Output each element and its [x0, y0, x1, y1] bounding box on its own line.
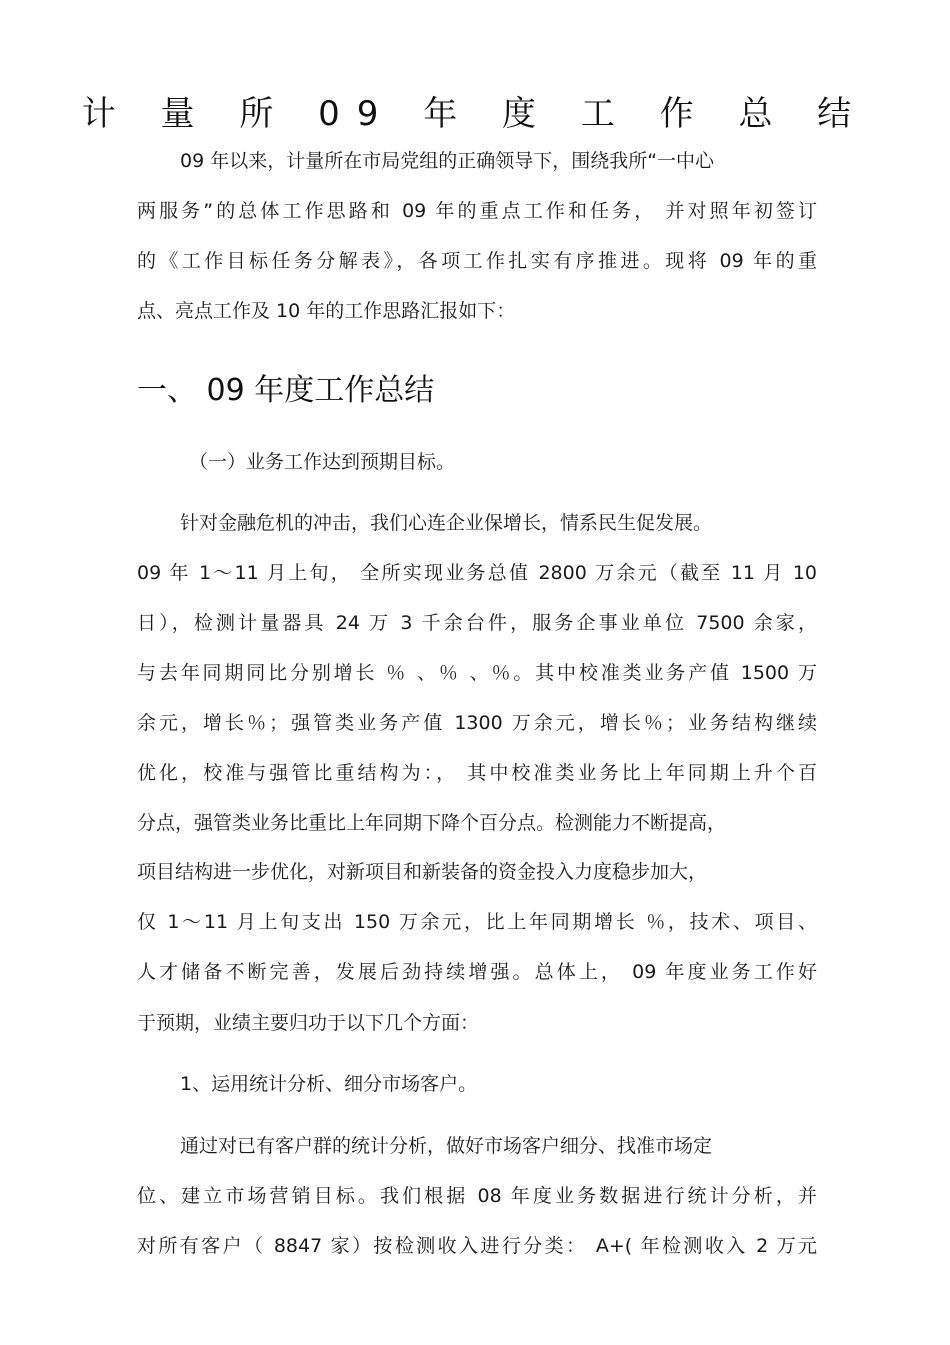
intro-line: 两服务”的总体工作思路和 09 年的重点工作和任务， 并对照年初签订	[137, 200, 817, 222]
intro-line: 的《工作目标任务分解表》，各项工作扎实有序推进。现将 09 年的重	[137, 250, 817, 272]
document-title: 计 量 所 09 年 度 工 作 总 结	[81, 94, 869, 134]
section-heading: 一、 09 年度工作总结	[137, 373, 435, 408]
item-heading: 1、运用统计分析、细分市场客户。	[180, 1073, 478, 1095]
paragraph-line: 日），检测计量器具 24 万 3 千余台件，服务企事业单位 7500 余家，	[137, 612, 817, 634]
intro-line: 09 年以来，计量所在市局党组的正确领导下，围绕我所“一中心	[180, 150, 715, 172]
paragraph-line: 余元，增长％；强管类业务产值 1300 万余元，增长％；业务结构继续	[137, 712, 817, 734]
paragraph-line: 通过对已有客户群的统计分析，做好市场客户细分、找准市场定	[180, 1135, 713, 1157]
paragraph-line: 人才储备不断完善，发展后劲持续增强。总体上， 09 年度业务工作好	[137, 961, 817, 983]
paragraph-line: 于预期，业绩主要归功于以下几个方面：	[137, 1012, 480, 1034]
paragraph-line: 09 年 1～11 月上旬， 全所实现业务总值 2800 万余元（截至 11 月 10	[137, 562, 817, 584]
paragraph-line: 与去年同期同比分别增长 ％ 、％ 、％。其中校准类业务产值 1500 万	[137, 662, 817, 684]
subsection-heading: （一）业务工作达到预期目标。	[189, 451, 456, 473]
paragraph-line: 项目结构进一步优化，对新项目和新装备的资金投入力度稳步加大，	[137, 861, 708, 883]
paragraph-line: 仅 1～11 月上旬支出 150 万余元，比上年同期增长 ％，技术、项目、	[137, 911, 817, 933]
intro-line: 点、亮点工作及 10 年的工作思路汇报如下：	[137, 300, 516, 322]
paragraph-line: 针对金融危机的冲击，我们心连企业保增长，情系民生促发展。	[180, 512, 713, 534]
paragraph-line: 位、建立市场营销目标。我们根据 08 年度业务数据进行统计分析，并	[137, 1185, 817, 1207]
paragraph-line: 对所有客户（ 8847 家）按检测收入进行分类： A+( 年检测收入 2 万元	[137, 1235, 817, 1257]
paragraph-line: 优化，校准与强管比重结构为：， 其中校准类业务比上年同期上升个百	[137, 762, 817, 784]
paragraph-line: 分点，强管类业务比重比上年同期下降个百分点。检测能力不断提高，	[137, 812, 727, 834]
